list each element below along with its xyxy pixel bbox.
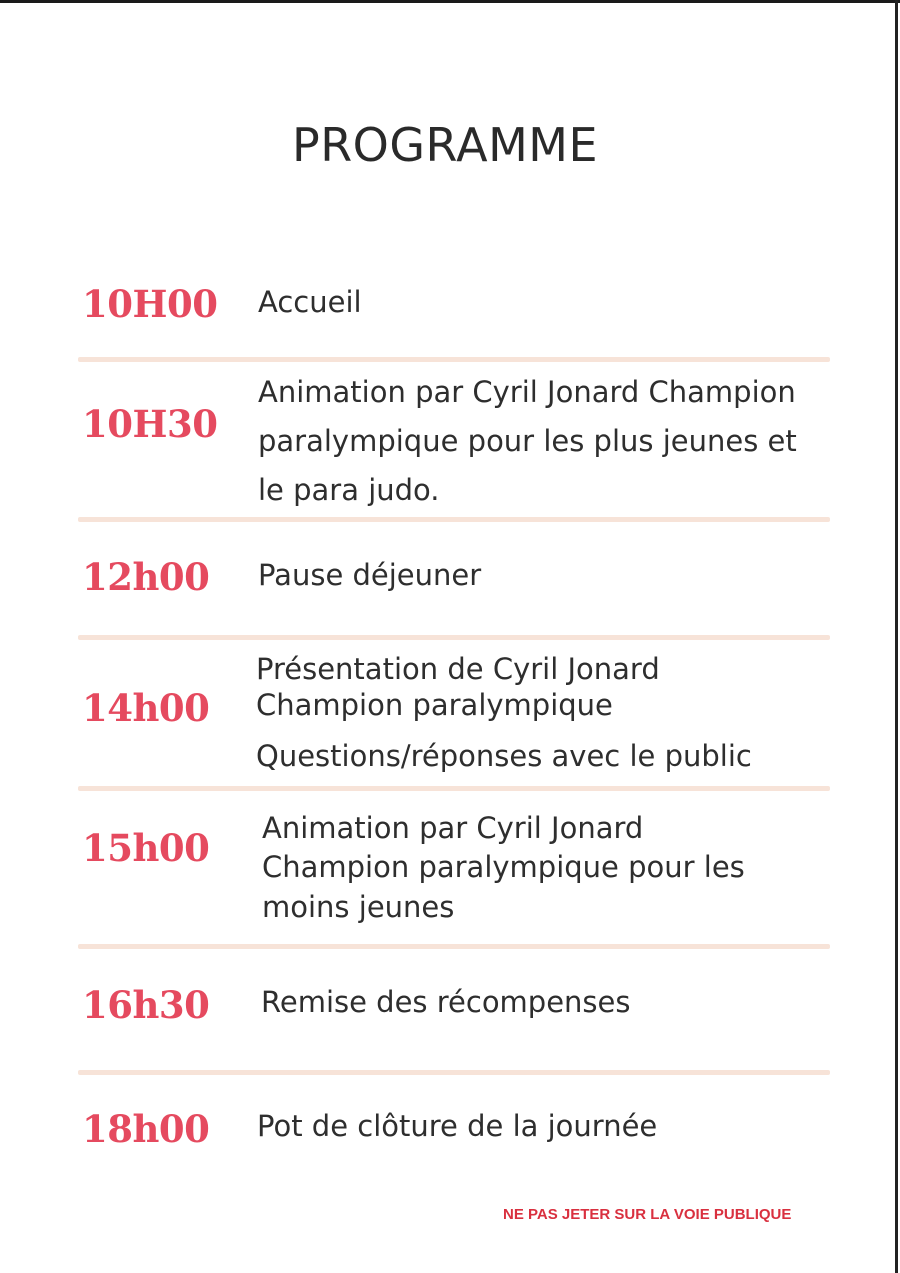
footer-notice: NE PAS JETER SUR LA VOIE PUBLIQUE <box>503 1206 792 1223</box>
scan-edge-top <box>0 0 900 3</box>
schedule-description: Animation par Cyril Jonard Champion <box>258 375 796 409</box>
schedule-description: Présentation de Cyril Jonard <box>256 652 660 686</box>
schedule-time: 12h00 <box>82 555 210 599</box>
divider <box>78 786 830 791</box>
divider <box>78 944 830 949</box>
scan-edge-right <box>895 0 898 1273</box>
divider <box>78 357 830 362</box>
schedule-description: Pot de clôture de la journée <box>257 1109 658 1143</box>
schedule-time: 16h30 <box>82 983 210 1027</box>
schedule-time: 15h00 <box>82 826 210 870</box>
schedule-description: Champion paralympique pour les <box>262 850 745 884</box>
divider <box>78 635 830 640</box>
page-title: PROGRAMME <box>291 118 599 172</box>
divider <box>78 1070 830 1075</box>
schedule-description: Accueil <box>258 285 362 319</box>
schedule-description: Pause déjeuner <box>258 558 482 592</box>
schedule-description: paralympique pour les plus jeunes et <box>258 424 797 458</box>
schedule-description: Remise des récompenses <box>261 985 631 1019</box>
schedule-time: 18h00 <box>82 1107 210 1151</box>
schedule-description: Questions/réponses avec le public <box>256 739 752 773</box>
schedule-description: moins jeunes <box>262 890 455 924</box>
schedule-description: le para judo. <box>258 473 440 507</box>
schedule-time: 10H30 <box>82 402 218 446</box>
schedule-description: Animation par Cyril Jonard <box>262 811 644 845</box>
schedule-time: 10H00 <box>82 282 218 326</box>
schedule-description: Champion paralympique <box>256 688 613 722</box>
schedule-time: 14h00 <box>82 686 210 730</box>
divider <box>78 517 830 522</box>
